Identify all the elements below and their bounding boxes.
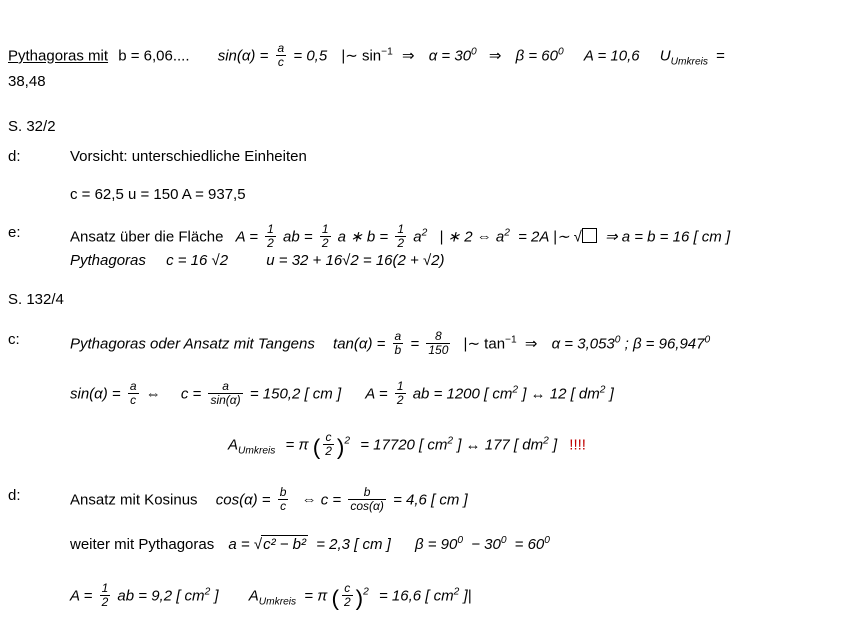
- item-e-text: Ansatz über die Fläche: [70, 228, 224, 246]
- item-d-text: Vorsicht: unterschiedliche Einheiten: [70, 148, 307, 165]
- item-d2-line1: [70, 487, 468, 514]
- frac-a-b: $\frac{a}{b}$: [394, 329, 402, 358]
- item-c-label: c:: [8, 331, 20, 348]
- e-times-two-sup: 2: [504, 227, 510, 239]
- item-c-line3: [228, 432, 586, 461]
- sin-expr: sin(α) =: [217, 47, 269, 65]
- frac-c-2-1: $\frac{c}{2}$: [325, 430, 332, 459]
- sin-value: = 0,5: [293, 47, 328, 65]
- e-pythagoras: Pythagoras: [70, 252, 146, 269]
- c3-exclamation: !!!!: [569, 436, 586, 454]
- d2-text: Ansatz mit Kosinus: [70, 491, 198, 509]
- e-times-two: | ∗ 2 ⇔ a: [439, 228, 505, 246]
- section-s132: S. 132/4: [8, 291, 64, 308]
- d4-AU: A: [248, 587, 259, 605]
- d2-iff: ⇔ c =: [301, 491, 342, 509]
- c2-ab-sup2: 2: [599, 384, 606, 396]
- paren-open-2: (: [331, 585, 339, 611]
- c3-A: A: [228, 436, 239, 454]
- item-e-label: e:: [8, 224, 21, 241]
- c-beta: ; β = 96,947: [624, 335, 705, 353]
- c3-pi: = π: [285, 436, 309, 454]
- frac-half-4: $\frac{1}{2}$: [396, 379, 404, 408]
- item-e-line2: [70, 252, 445, 269]
- frac-half-3: $\frac{1}{2}$: [397, 222, 405, 251]
- c-alpha-deg: 0: [614, 334, 621, 346]
- alpha-value: α = 30: [428, 47, 472, 65]
- e-u-value: u = 32 + 16√2 = 16(2 + √2): [266, 252, 445, 269]
- item-c-line1: [70, 331, 710, 358]
- c-beta-deg: 0: [704, 334, 711, 346]
- e-a-squared: a: [413, 228, 422, 246]
- d4-A: A =: [70, 587, 93, 605]
- paren-open-1: (: [312, 434, 321, 460]
- d3-eq-deg: 0: [544, 535, 550, 546]
- frac-half-1: $\frac{1}{2}$: [267, 222, 274, 251]
- c2-c-value: = 150,2 [ cm ]: [249, 385, 342, 403]
- d3-minus: − 30: [471, 536, 501, 553]
- d2-cos: cos(α) =: [215, 491, 271, 509]
- c3-A-sub: Umkreis: [238, 445, 276, 457]
- area-value: A = 10,6: [583, 47, 640, 65]
- d4-value-end: ]|: [463, 587, 472, 605]
- umkreis-eq: =: [716, 47, 725, 65]
- d4-ab-end: ]: [214, 587, 219, 605]
- c2-ab: ab = 1200 [ cm: [412, 385, 513, 403]
- frac-a-sin: $\frac{a}{\sin(\alpha)}$: [210, 379, 241, 408]
- beta-value: β = 60: [515, 47, 558, 65]
- d3-beta-deg: 0: [457, 535, 464, 546]
- e-A: A =: [235, 228, 258, 246]
- frac-c-2-2: $\frac{c}{2}$: [343, 581, 351, 610]
- c3-value: = 17720 [ cm: [360, 436, 448, 454]
- c2-iff: ⇔: [145, 385, 161, 403]
- e-result: ⇒ a = b = 16 [ cm ]: [605, 228, 731, 246]
- item-e-line1: [70, 224, 730, 251]
- frac-b-c: $\frac{b}{c}$: [279, 485, 287, 514]
- frac-a-c-2: $\frac{a}{c}$: [129, 379, 137, 408]
- item-d2-label: d:: [8, 487, 21, 504]
- d4-power: 2: [363, 586, 369, 598]
- c3-value-sup2: 2: [543, 435, 549, 447]
- c-alpha: α = 3,053: [551, 335, 615, 353]
- c2-ab-sup: 2: [512, 384, 519, 396]
- d2-value: = 4,6 [ cm ]: [393, 491, 468, 509]
- inverse-sin-op: |∼ sin: [341, 47, 382, 65]
- c3-power: 2: [344, 435, 351, 447]
- d3-radicand: c² − b²: [263, 536, 307, 553]
- d3-minus-deg: 0: [500, 535, 507, 546]
- item-d2-line3: [70, 583, 472, 612]
- empty-box-icon: [582, 228, 597, 243]
- e-a-times-b: a ∗ b =: [337, 228, 389, 246]
- pythagoras-line: [8, 43, 725, 70]
- d3-eq: = 60: [514, 536, 545, 553]
- c3-value-sup: 2: [447, 435, 454, 447]
- item-d-label: d:: [8, 148, 21, 165]
- c3-value-end: ]: [552, 436, 558, 454]
- item-d-values: c = 62,5 u = 150 A = 937,5: [70, 186, 246, 203]
- d4-pi: = π: [304, 587, 328, 605]
- arrow-2: ⇒: [488, 47, 502, 65]
- alpha-deg: 0: [471, 46, 477, 58]
- c-arrow: ⇒: [524, 335, 538, 353]
- item-d2-line2: [70, 535, 550, 553]
- c2-c: c =: [180, 385, 202, 403]
- c-eq: =: [410, 335, 420, 353]
- c-inverse-tan-sup: −1: [505, 334, 517, 346]
- item-c-line2: [70, 381, 614, 408]
- d4-value-sup: 2: [453, 586, 460, 598]
- d3-a: a = √: [228, 536, 263, 553]
- e-ab: ab =: [283, 228, 313, 246]
- umkreis-symbol: U: [659, 47, 671, 65]
- c2-ab-end: ] ↔ 12 [ dm: [522, 385, 600, 403]
- b-value: b = 6,06....: [118, 47, 190, 65]
- e-a-squared-sup: 2: [421, 227, 428, 239]
- c-inverse-tan: |∼ tan: [463, 335, 506, 353]
- e-c-value: c = 16 √2: [166, 252, 229, 269]
- d4-AU-sub: Umkreis: [258, 596, 297, 608]
- d3-text: weiter mit Pythagoras: [70, 536, 215, 553]
- c-text: Pythagoras oder Ansatz mit Tangens: [70, 335, 315, 353]
- frac-half-2: $\frac{1}{2}$: [321, 222, 329, 251]
- paren-close-1: ): [336, 434, 345, 460]
- frac-a-c: $\frac{a}{c}$: [277, 41, 285, 70]
- inverse-sin-sup: −1: [381, 46, 393, 58]
- c3-value-mid: ] ↔ 177 [ dm: [457, 436, 544, 454]
- c2-A: A =: [365, 385, 388, 403]
- d3-beta: β = 90: [414, 536, 458, 553]
- frac-b-cos: $\frac{b}{\cos(\alpha)}$: [350, 485, 384, 514]
- section-s32: S. 32/2: [8, 118, 56, 135]
- frac-half-5: $\frac{1}{2}$: [101, 581, 109, 610]
- umkreis-sub: Umkreis: [670, 56, 708, 68]
- d4-ab: ab = 9,2 [ cm: [117, 587, 205, 605]
- c2-close: ]: [609, 385, 614, 403]
- e-2A: = 2A |∼ √: [518, 228, 582, 246]
- pythagoras-label: Pythagoras mit: [8, 47, 109, 65]
- arrow-1: ⇒: [401, 47, 415, 65]
- c2-sin: sin(α) =: [70, 385, 121, 403]
- d4-value: = 16,6 [ cm: [378, 587, 454, 605]
- frac-8-150: $\frac{8}{150}$: [428, 329, 449, 358]
- c-tan: tan(α) =: [333, 335, 386, 353]
- d3-value: = 2,3 [ cm ]: [316, 536, 391, 553]
- paren-close-2: ): [355, 585, 364, 611]
- d4-ab-sup: 2: [204, 586, 211, 598]
- beta-deg: 0: [558, 46, 564, 58]
- umkreis-value: 38,48: [8, 73, 46, 90]
